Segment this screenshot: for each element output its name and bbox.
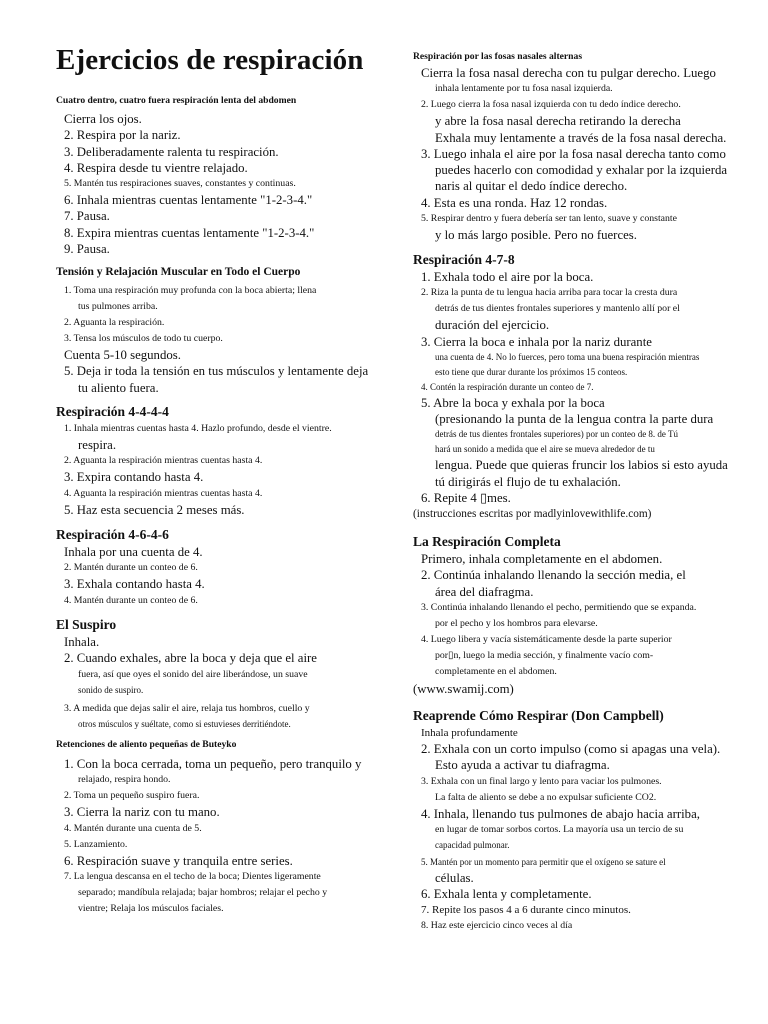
list-item: Cierra la fosa nasal derecha con tu pulgar derecho. Luego <box>421 66 716 80</box>
section-heading: Cuatro dentro, cuatro fuera respiración lenta del abdomen <box>56 95 297 106</box>
list-item-continuation: detrás de tus dientes frontales superiores) por un conteo de 8. de Tú <box>435 429 679 440</box>
list-item-continuation: área del diafragma. <box>435 584 534 599</box>
list-item-continuation: detrás de tus dientes frontales superiores y mantenlo allí por el <box>435 303 680 315</box>
list-item-continuation: Exhala muy lentamente a través de la fosa nasal derecha. <box>435 130 727 145</box>
list-item-continuation: en lugar de tomar sorbos cortos. La mayoría usa un tercio de su <box>435 823 684 835</box>
list-four-in-four-out <box>56 111 401 257</box>
list-item-continuation: completamente en el abdomen. <box>435 665 557 677</box>
list-item: Inhala. <box>64 635 100 649</box>
list-item: 4. Contén la respiración durante un conteo de 7. <box>421 381 594 392</box>
list-item: 6. Repite 4 ▯mes. <box>421 491 511 506</box>
list-item: 9. Pausa. <box>64 242 110 257</box>
list-item-continuation: una cuenta de 4. No lo fuerces, pero toma una buena respiración mientras <box>435 351 700 362</box>
list-item: 3. Expira contando hasta 4. <box>64 470 204 485</box>
list-item: 6. Exhala lenta y completamente. <box>421 887 592 902</box>
list-item-continuation: sonido de suspiro. <box>78 684 144 695</box>
list-item: 5. Mantén tus respiraciones suaves, constantes y continuas. <box>64 178 296 190</box>
section-4-4-4-4 <box>56 403 401 518</box>
list-item: Cuenta 5-10 segundos. <box>64 348 181 362</box>
list-item-continuation: respira. <box>78 438 117 452</box>
list-item-continuation: naris al quitar el dedo índice derecho. <box>435 179 628 194</box>
list-item: 3. Cierra la nariz con tu mano. <box>64 805 220 820</box>
list-item-continuation: hará un sonido a medida que el aire se mueva alrededor de tu <box>435 444 655 455</box>
list-item: 5. Respirar dentro y fuera debería ser tan lento, suave y constante <box>421 213 677 225</box>
list-item: Cierra los ojos. <box>64 112 142 126</box>
list-item-continuation: puedes hacerlo con comodidad y exhalar por la izquierda <box>435 163 728 178</box>
section-el-suspiro <box>56 616 401 732</box>
list-item-continuation: capacidad pulmonar. <box>435 839 510 850</box>
list-item: 4. Esta es una ronda. Haz 12 rondas. <box>421 195 608 210</box>
list-item: 2. Aguanta la respiración. <box>64 317 165 328</box>
list-item: Inhala profundamente <box>421 727 518 739</box>
list-item-continuation: y lo más largo posible. Pero no fuerces. <box>435 228 637 243</box>
list-item: 2. Continúa inhalando llenando la sección media, el <box>421 568 686 583</box>
list-item: Inhala por una cuenta de 4. <box>64 545 203 559</box>
list-item-continuation: lengua. Puede que quieras fruncir los labios si esto ayuda <box>435 458 728 473</box>
list-item: 5. Haz esta secuencia 2 meses más. <box>64 502 245 517</box>
section-buteyko <box>56 738 401 917</box>
list-item-continuation: Esto ayuda a activar tu diafragma. <box>435 758 610 773</box>
list-item: 4. Luego libera y vacía sistemáticamente desde la parte superior <box>421 633 672 645</box>
section-heading: Retenciones de aliento pequeñas de Buteyko <box>56 739 237 750</box>
list-item: 3. Deliberadamente ralenta tu respiración. <box>64 144 279 159</box>
list-item-continuation: vientre; Relaja los músculos faciales. <box>78 902 224 914</box>
list-item-continuation: esto tiene que durar durante los próximos 15 conteos. <box>435 366 628 377</box>
list-item: 8. Haz este ejercicio cinco veces al día <box>421 920 573 932</box>
list-item: 3. Exhala con un final largo y lento para vaciar los pulmones. <box>421 775 662 787</box>
list-item-continuation: otros músculos y suéltate, como si estuvieses derritiéndote. <box>78 718 291 729</box>
list-item: 1. Exhala todo el aire por la boca. <box>421 270 594 284</box>
list-item-continuation: por▯n, luego la media sección, y finalmente vacío com- <box>435 649 654 661</box>
list-item-continuation: La falta de aliento se debe a no expulsar suficiente CO2. <box>435 791 657 803</box>
source-credit: (www.swamij.com) <box>413 681 514 696</box>
list-item-continuation: tú dirigirás el flujo de tu exhalación. <box>435 474 621 489</box>
section-4-7-8 <box>413 251 763 522</box>
section-heading: Respiración 4-6-4-6 <box>56 527 169 542</box>
section-tension-relaxation <box>56 264 401 396</box>
list-item: 3. A medida que dejas salir el aire, relaja tus hombros, cuello y <box>64 702 310 714</box>
section-heading: Reaprende Cómo Respirar (Don Campbell) <box>413 708 664 723</box>
list-item: 3. Continúa inhalando llenando el pecho, permitiendo que se expanda. <box>421 601 697 613</box>
section-complete-breath <box>413 533 763 697</box>
list-item: 4. Mantén durante una cuenta de 5. <box>64 822 202 834</box>
list-item: 2. Respira por la nariz. <box>64 128 181 143</box>
list-item: 3. Luego inhala el aire por la fosa nasal derecha tanto como <box>421 146 726 161</box>
list-item: 4. Mantén durante un conteo de 6. <box>64 594 198 606</box>
list-item: 2. Aguanta la respiración mientras cuentas hasta 4. <box>64 455 263 467</box>
list-item: 2. Mantén durante un conteo de 6. <box>64 562 198 574</box>
list-item: 5. Abre la boca y exhala por la boca <box>421 395 605 410</box>
list-item: 1. Toma una respiración muy profunda con la boca abierta; llena <box>64 285 317 296</box>
list-item: 6. Inhala mientras cuentas lentamente "1-2-3-4." <box>64 193 313 208</box>
section-four-in-four-out <box>56 94 401 108</box>
list-item-continuation: tus pulmones arriba. <box>78 301 158 312</box>
list-item-continuation: por el pecho y los hombros para elevarse. <box>435 617 598 629</box>
section-heading: Tensión y Relajación Muscular en Todo el Cuerpo <box>56 266 301 278</box>
list-item: 7. Pausa. <box>64 209 110 224</box>
section-relearn-breathing <box>413 707 763 934</box>
list-item: Primero, inhala completamente en el abdomen. <box>421 552 663 566</box>
list-item: 1. Inhala mientras cuentas hasta 4. Hazlo profundo, desde el vientre. <box>64 423 332 434</box>
list-item: 1. Con la boca cerrada, toma un pequeño, pero tranquilo y <box>64 757 362 771</box>
page-title: Ejercicios de respiración <box>56 44 364 76</box>
list-item-continuation: fuera, así que oyes el sonido del aire liberándose, un suave <box>78 668 308 680</box>
section-heading: Respiración por las fosas nasales alternas <box>413 51 583 62</box>
list-item: 3. Cierra la boca e inhala por la nariz durante <box>421 334 652 349</box>
list-item-continuation: inhala lentamente por tu fosa nasal izquierda. <box>435 83 613 95</box>
list-item: 7. Repite los pasos 4 a 6 durante cinco minutos. <box>421 904 631 917</box>
list-item-continuation: relajado, respira hondo. <box>78 774 171 786</box>
list-item: 4. Respira desde tu vientre relajado. <box>64 160 248 175</box>
list-item: 8. Expira mientras cuentas lentamente "1-2-3-4." <box>64 225 315 240</box>
list-item-continuation: duración del ejercicio. <box>435 318 550 333</box>
list-item: 2. Exhala con un corto impulso (como si apagas una vela). <box>421 742 721 756</box>
section-heading: El Suspiro <box>56 617 117 632</box>
list-item-continuation: células. <box>435 870 474 885</box>
section-4-6-4-6 <box>56 526 401 609</box>
list-item: 4. Aguanta la respiración mientras cuentas hasta 4. <box>64 487 263 499</box>
section-heading: La Respiración Completa <box>413 534 561 549</box>
section-heading: Respiración 4-7-8 <box>413 252 515 267</box>
list-item: 5. Mantén por un momento para permitir que el oxígeno se sature el <box>421 856 666 867</box>
list-item-continuation: separado; mandíbula relajada; bajar hombros; relajar el pecho y <box>78 886 328 898</box>
list-item: 3. Tensa los músculos de todo tu cuerpo. <box>64 333 223 344</box>
list-item-continuation: (presionando la punta de la lengua contra la parte dura <box>435 412 714 427</box>
list-item: 2. Toma un pequeño suspiro fuera. <box>64 790 200 802</box>
list-item: 4. Inhala, llenando tus pulmones de abajo hacia arriba, <box>421 806 700 821</box>
section-heading: Respiración 4-4-4-4 <box>56 404 169 419</box>
section-alternate-nostril <box>413 50 763 243</box>
list-item: 6. Respiración suave y tranquila entre series. <box>64 853 293 868</box>
list-item: 3. Exhala contando hasta 4. <box>64 577 205 592</box>
list-item: 2. Cuando exhales, abre la boca y deja que el aire <box>64 651 317 666</box>
source-credit: (instrucciones escritas por madlyinlovewithlife.com) <box>413 508 652 521</box>
list-item: 7. La lengua descansa en el techo de la boca; Dientes ligeramente <box>64 870 321 882</box>
list-item: 2. Riza la punta de tu lengua hacia arriba para tocar la cresta dura <box>421 287 678 299</box>
list-item: 5. Lanzamiento. <box>64 838 128 850</box>
list-item: 2. Luego cierra la fosa nasal izquierda con tu dedo índice derecho. <box>421 99 681 111</box>
list-item-continuation: tu aliento fuera. <box>78 380 159 395</box>
list-item-continuation: y abre la fosa nasal derecha retirando la derecha <box>435 114 681 129</box>
list-item: 5. Deja ir toda la tensión en tus músculos y lentamente deja <box>64 364 369 379</box>
